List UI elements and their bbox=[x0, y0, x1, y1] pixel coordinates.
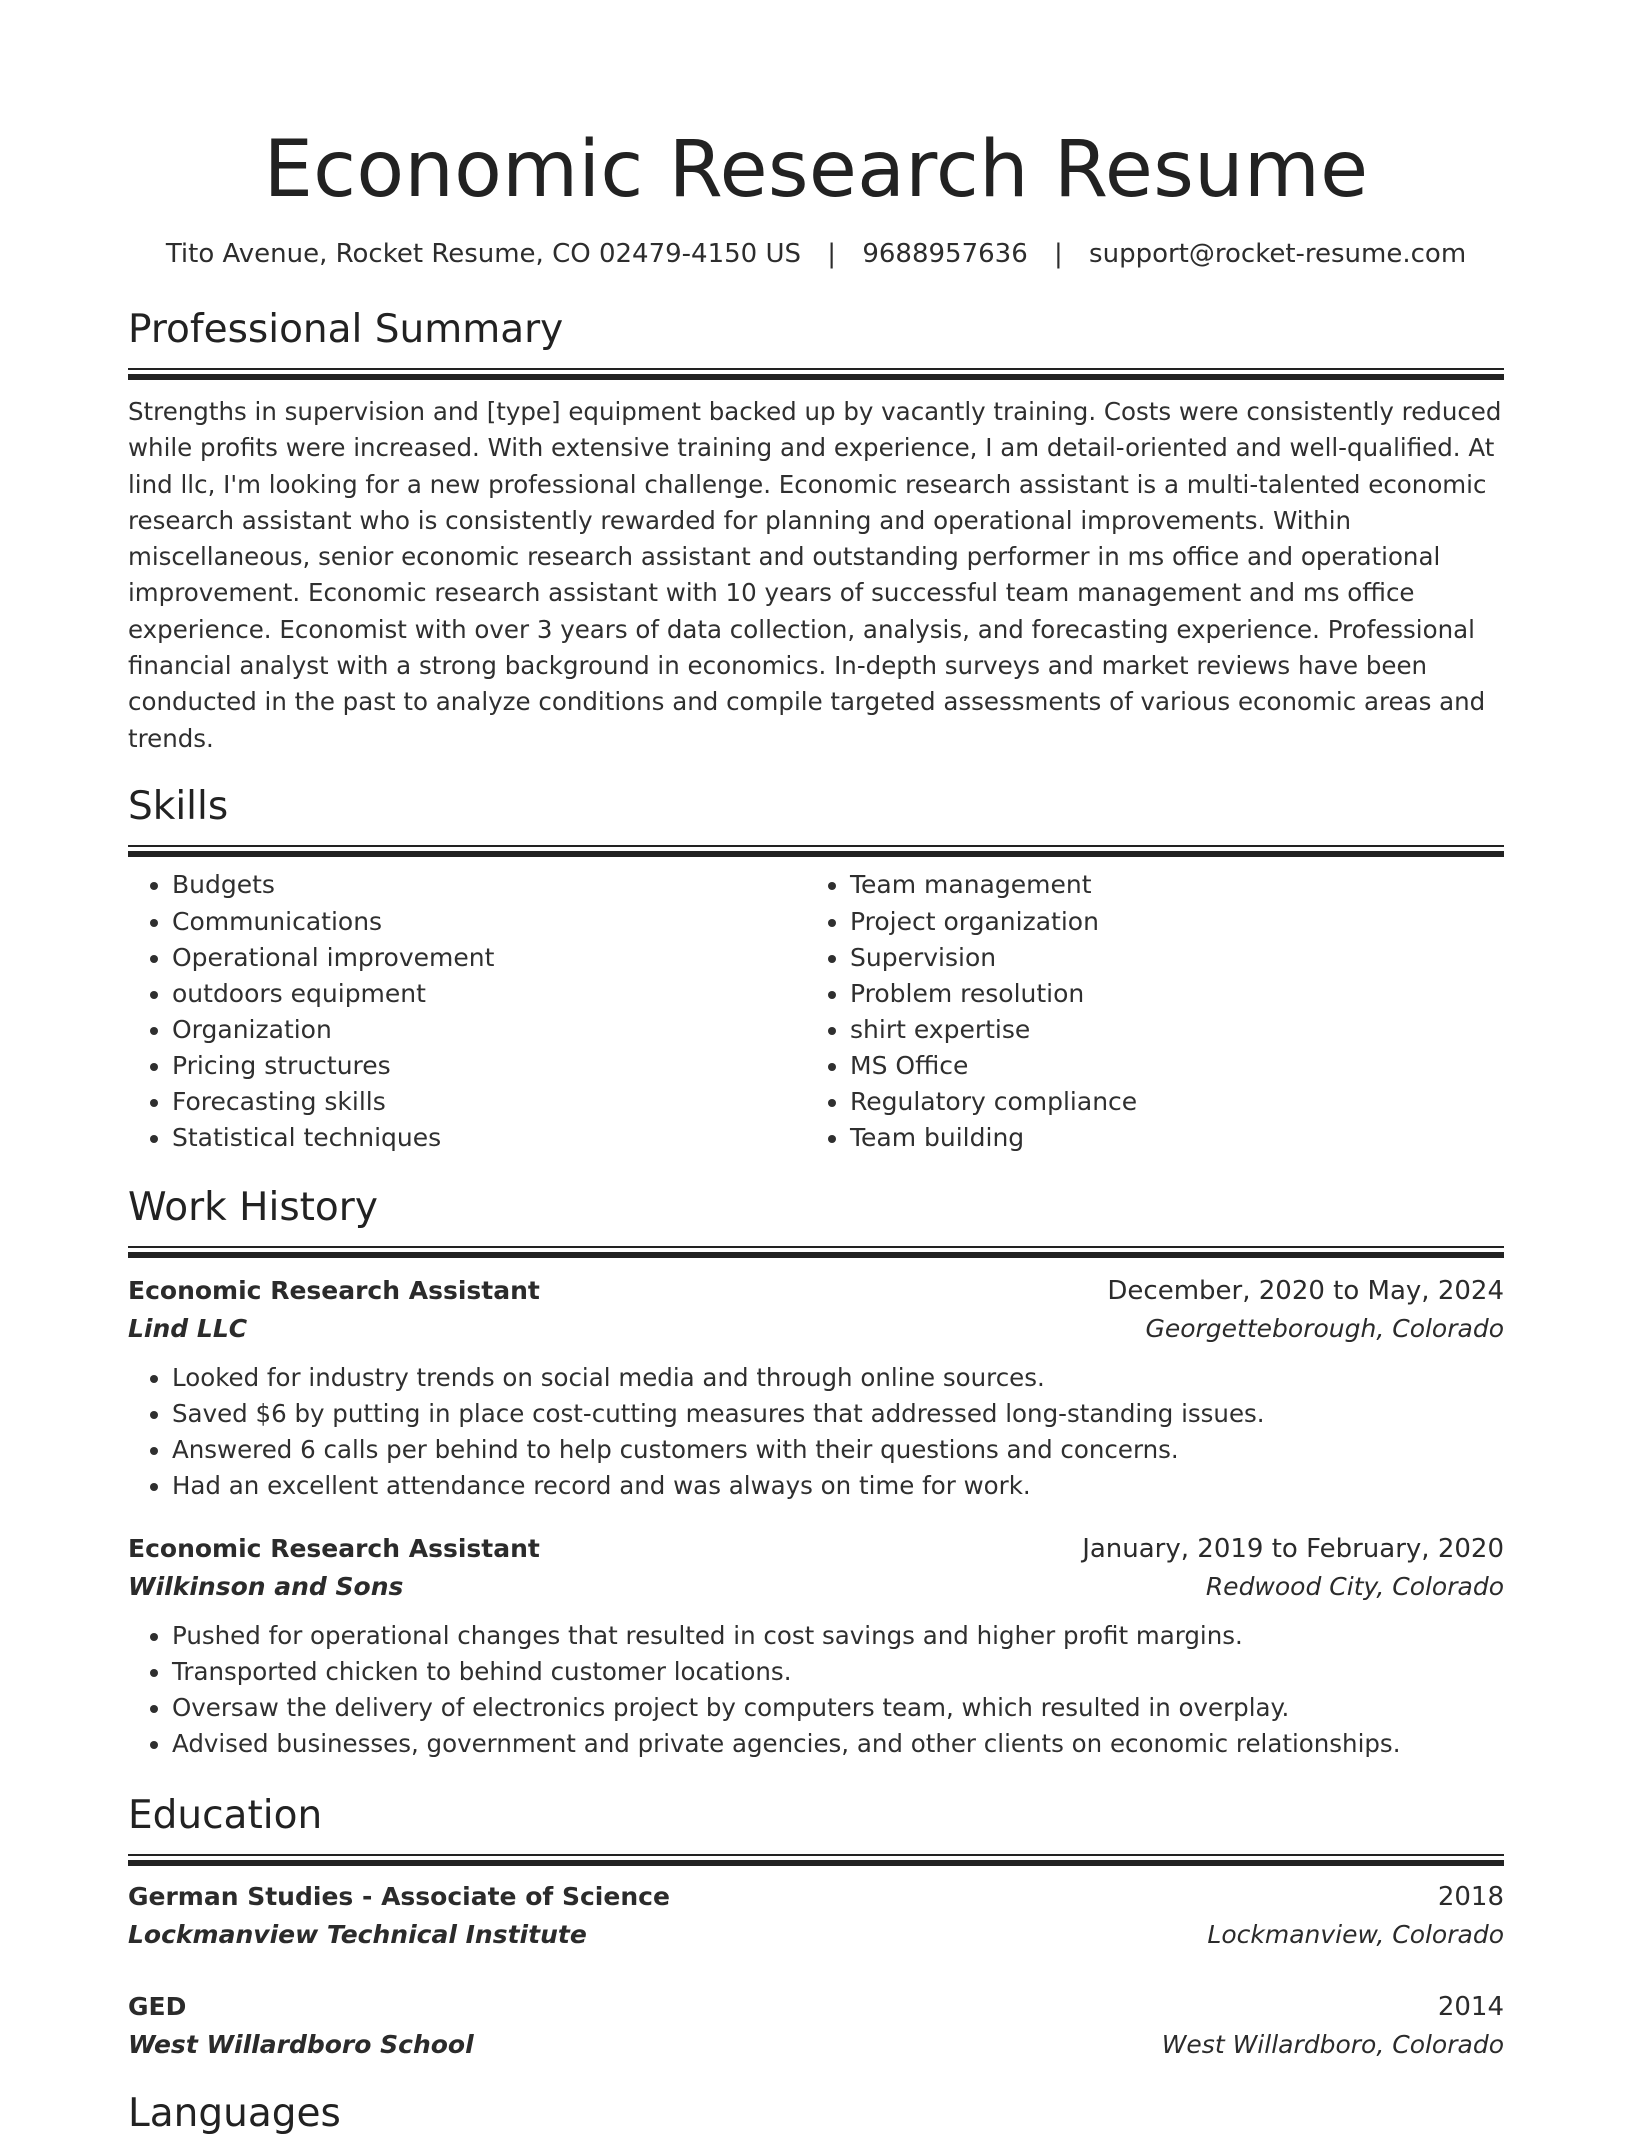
job-company-row bbox=[128, 1310, 1504, 1348]
job-company: Lind LLC bbox=[128, 1314, 248, 1344]
section-heading-languages: Languages bbox=[128, 2091, 341, 2136]
job-header-row bbox=[128, 1530, 1504, 1568]
job-company-row bbox=[128, 1568, 1504, 1606]
job-bullet: • Saved $6 by putting in place cost-cutting measures that addressed long-standing issues. bbox=[172, 1396, 1504, 1432]
job-header-row bbox=[128, 1272, 1504, 1310]
job-bullet: • Advised businesses, government and private agencies, and other clients on economic relationships. bbox=[172, 1726, 1504, 1762]
section-divider bbox=[128, 368, 1504, 380]
education-header-row bbox=[128, 1878, 1504, 1916]
skill-item: • Budgets bbox=[172, 867, 806, 903]
education-school-row bbox=[128, 2026, 1504, 2064]
job-title: Economic Research Assistant bbox=[128, 1534, 540, 1564]
skill-item: • Supervision bbox=[850, 940, 1484, 976]
education-header-row bbox=[128, 1988, 1504, 2026]
education-entry bbox=[128, 1988, 1504, 2064]
graduation-year: 2014 bbox=[1437, 1992, 1504, 2023]
graduation-year: 2018 bbox=[1437, 1882, 1504, 1913]
school-location: Lockmanview, Colorado bbox=[1207, 1920, 1504, 1950]
section-heading-summary: Professional Summary bbox=[128, 307, 564, 352]
job-bullet: • Answered 6 calls per behind to help customers with their questions and concerns. bbox=[172, 1432, 1504, 1468]
job-location: Redwood City, Colorado bbox=[1205, 1572, 1504, 1602]
skill-item: • Communications bbox=[172, 904, 806, 940]
skill-item: • Regulatory compliance bbox=[850, 1084, 1484, 1120]
skill-item: • Pricing structures bbox=[172, 1048, 806, 1084]
work-history-section bbox=[128, 1182, 1504, 1762]
job-company: Wilkinson and Sons bbox=[128, 1572, 404, 1602]
summary-paragraph: Strengths in supervision and [type] equipment backed up by vacantly training. Costs were consistently reduced while profits were increased. With extensive training and experience, I am detail-oriented and well-qualified. At lind llc, I'm looking for a new professional challenge. Economic research assistant is a multi-talented economic research assistant who is consistently rewarded for planning and operational improvements. Within miscellaneous, senior economic research assistant and outstanding performer in ms office and operational improvement. Economic research assistant with 10 years of successful team management and ms office experience. Economist with over 3 years of data collection, analysis, and forecasting experience. Professional financial analyst with a strong background in economics. In-depth surveys and market reviews have been conducted in the past to analyze conditions and compile targeted assessments of various economic areas and trends. bbox=[128, 397, 1502, 753]
address-text: Tito Avenue, Rocket Resume, CO 02479-4150 US bbox=[165, 239, 802, 269]
section-heading-skills: Skills bbox=[128, 784, 229, 830]
school-location: West Willardboro, Colorado bbox=[1161, 2030, 1504, 2060]
separator-2: | bbox=[1054, 239, 1063, 269]
job-dates: December, 2020 to May, 2024 bbox=[1107, 1276, 1504, 1307]
education-entry bbox=[128, 1878, 1504, 1954]
section-heading-work: Work History bbox=[128, 1185, 378, 1231]
section-divider bbox=[128, 1246, 1504, 1258]
job-bullets bbox=[128, 1618, 1504, 1762]
degree-name: German Studies - Associate of Science bbox=[128, 1882, 670, 1912]
skill-item: • shirt expertise bbox=[850, 1012, 1484, 1048]
school-name: Lockmanview Technical Institute bbox=[128, 1920, 587, 1950]
education-school-row bbox=[128, 1916, 1504, 1954]
skills-columns bbox=[128, 867, 1504, 1156]
skill-item: • Project organization bbox=[850, 904, 1484, 940]
job-entry bbox=[128, 1530, 1504, 1762]
page-title: Economic Research Resume bbox=[263, 125, 1369, 215]
contact-line bbox=[128, 236, 1504, 272]
skills-section bbox=[128, 781, 1504, 1156]
degree-name: GED bbox=[128, 1992, 187, 2022]
job-title: Economic Research Assistant bbox=[128, 1276, 540, 1306]
job-dates: January, 2019 to February, 2020 bbox=[1082, 1534, 1504, 1565]
skill-item: • Statistical techniques bbox=[172, 1120, 806, 1156]
education-section bbox=[128, 1790, 1504, 2064]
skills-list-right bbox=[806, 867, 1484, 1156]
school-name: West Willardboro School bbox=[128, 2030, 474, 2060]
job-bullet: • Oversaw the delivery of electronics project by computers team, which resulted in overplay. bbox=[172, 1690, 1504, 1726]
job-bullets bbox=[128, 1360, 1504, 1504]
section-heading-education: Education bbox=[128, 1793, 323, 1839]
section-divider bbox=[128, 845, 1504, 857]
skills-list-left bbox=[128, 867, 806, 1156]
phone-text: 9688957636 bbox=[862, 239, 1028, 269]
skill-item: • Organization bbox=[172, 1012, 806, 1048]
job-bullet: • Looked for industry trends on social media and through online sources. bbox=[172, 1360, 1504, 1396]
job-location: Georgetteborough, Colorado bbox=[1145, 1314, 1504, 1344]
professional-summary-section bbox=[128, 304, 1504, 757]
email-link[interactable]: support@rocket-resume.com bbox=[1089, 239, 1467, 269]
skill-item: • Problem resolution bbox=[850, 976, 1484, 1012]
job-bullet: • Had an excellent attendance record and was always on time for work. bbox=[172, 1468, 1504, 1504]
skill-item: • MS Office bbox=[850, 1048, 1484, 1084]
skill-item: • Team management bbox=[850, 867, 1484, 903]
skill-item: • Team building bbox=[850, 1120, 1484, 1156]
job-bullet: • Transported chicken to behind customer locations. bbox=[172, 1654, 1504, 1690]
skill-item: • Operational improvement bbox=[172, 940, 806, 976]
job-bullet: • Pushed for operational changes that resulted in cost savings and higher profit margins. bbox=[172, 1618, 1504, 1654]
skill-item: • outdoors equipment bbox=[172, 976, 806, 1012]
skill-item: • Forecasting skills bbox=[172, 1084, 806, 1120]
section-divider bbox=[128, 1854, 1504, 1866]
separator-1: | bbox=[827, 239, 837, 269]
job-entry bbox=[128, 1272, 1504, 1504]
